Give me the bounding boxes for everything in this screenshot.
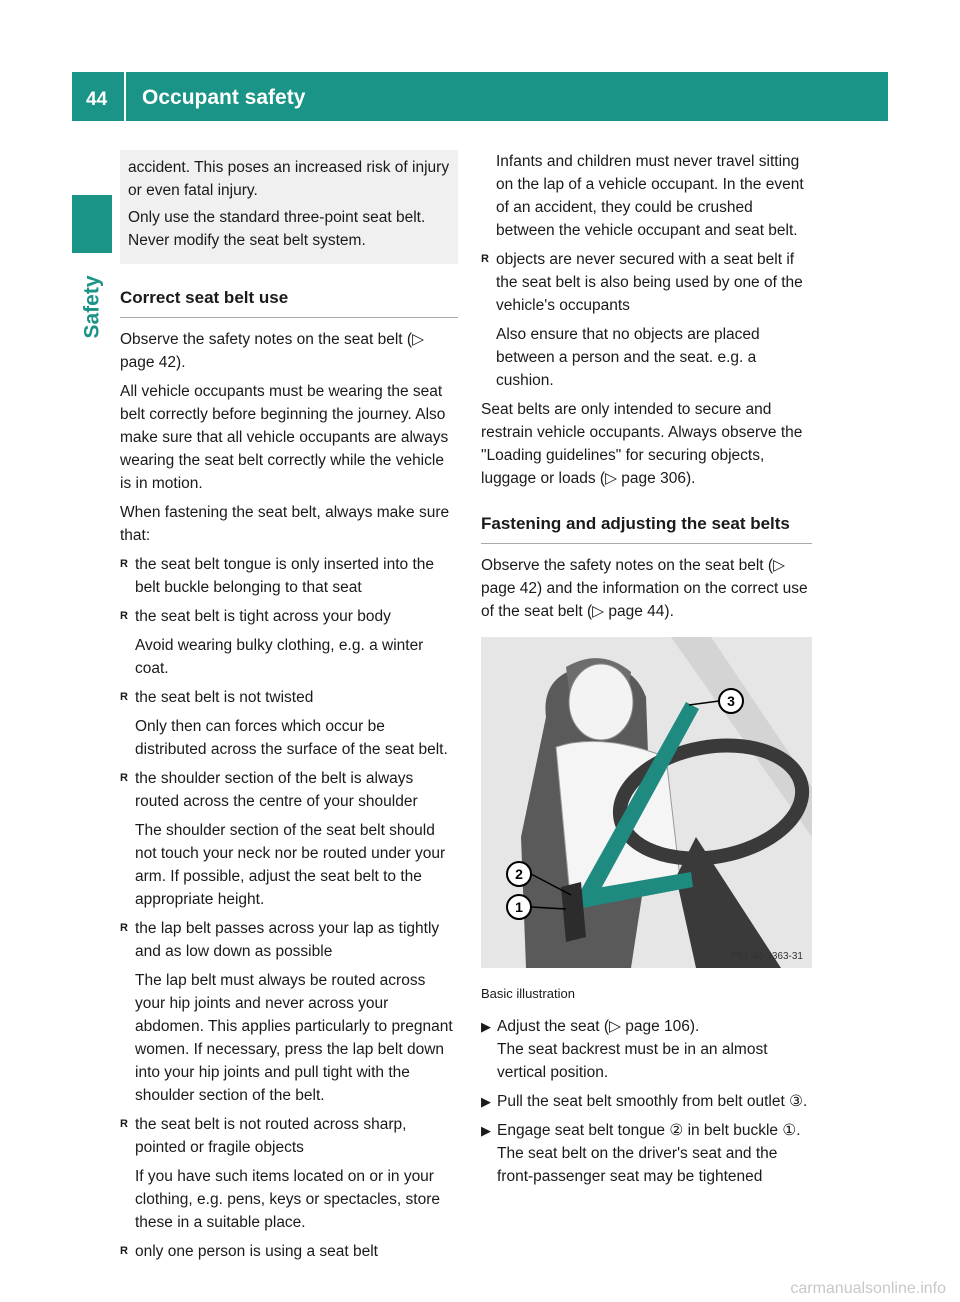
warning-box bbox=[120, 150, 458, 264]
callout-1-label: 1 bbox=[515, 899, 523, 915]
bullet-icon: R bbox=[120, 691, 128, 703]
side-tab bbox=[70, 262, 116, 352]
page-number: 44 bbox=[86, 89, 108, 110]
list-item-note: If you have such items located on or in your clothing, e.g. pens, keys or spectacles, store these in a suitable place. bbox=[135, 1168, 440, 1231]
warning-text: accident. This poses an increased risk of injury or even fatal injury. bbox=[128, 159, 450, 199]
bullet-icon: R bbox=[120, 1245, 128, 1257]
paragraph: Observe the safety notes on the seat belt (▷ page 42). bbox=[120, 331, 425, 371]
seatbelt-illustration-svg bbox=[481, 637, 812, 968]
step-text: Engage seat belt tongue ② in belt buckle ①. bbox=[497, 1122, 801, 1139]
watermark: carmanualsonline.info bbox=[790, 1280, 946, 1297]
list-item-text: the seat belt is not routed across sharp, pointed or fragile objects bbox=[135, 1116, 407, 1156]
figure-code: P91.40-3363-31 bbox=[731, 951, 803, 962]
page-title: Occupant safety bbox=[142, 86, 306, 109]
list-item-text: the seat belt tongue is only inserted into the belt buckle belonging to that seat bbox=[135, 556, 435, 596]
warning-text: Only use the standard three-point seat belt. Never modify the seat belt system. bbox=[128, 209, 426, 249]
paragraph: Infants and children must never travel sitting on the lap of a vehicle occupant. In the event of an accident, they could be crushed between the vehicle occupant and seat belt. bbox=[496, 153, 804, 239]
header-divider bbox=[124, 72, 126, 121]
list-item-text: the seat belt is tight across your body bbox=[135, 608, 391, 625]
left-column bbox=[120, 150, 458, 1269]
list-item-text: the seat belt is not twisted bbox=[135, 689, 314, 706]
list-item-note: The lap belt must always be routed across your hip joints and never across your abdomen. This applies particularly to pregnant women. If necessary, press the lap belt down into your hip joints and pull tight with the shoulder section of the belt. bbox=[135, 972, 453, 1104]
list-item-text: the lap belt passes across your lap as tightly and as low down as possible bbox=[135, 920, 440, 960]
section-heading: Correct seat belt use bbox=[120, 286, 458, 318]
list-item bbox=[120, 686, 458, 761]
bullet-icon: R bbox=[120, 772, 128, 784]
step-text: Pull the seat belt smoothly from belt outlet ③. bbox=[497, 1093, 808, 1110]
list-item-text: only one person is using a seat belt bbox=[135, 1243, 378, 1260]
seatbelt-illustration bbox=[481, 637, 812, 968]
bullet-list bbox=[120, 553, 458, 1263]
figure-caption: Basic illustration bbox=[481, 986, 575, 1001]
step-text: Adjust the seat (▷ page 106). bbox=[497, 1018, 700, 1035]
paragraph: Seat belts are only intended to secure and restrain vehicle occupants. Always observe the "Loading guidelines" for securing objects, luggage or loads (▷ page 306). bbox=[481, 401, 803, 487]
callout-2-label: 2 bbox=[515, 866, 523, 882]
list-item-note: Avoid wearing bulky clothing, e.g. a winter coat. bbox=[135, 637, 424, 677]
list-item-text: the shoulder section of the belt is always routed across the centre of your shoulder bbox=[135, 770, 418, 810]
bullet-icon: R bbox=[120, 922, 128, 934]
list-item bbox=[120, 553, 458, 599]
bullet-icon: R bbox=[481, 253, 489, 265]
bullet-list bbox=[481, 248, 812, 392]
instruction-step bbox=[481, 1119, 812, 1188]
list-item-note: The shoulder section of the seat belt should not touch your neck nor be routed under your arm. If possible, adjust the seat belt to the appropriate height. bbox=[135, 822, 446, 908]
instruction-step bbox=[481, 1015, 812, 1084]
list-item bbox=[120, 917, 458, 1107]
step-note: The seat belt on the driver's seat and the front-passenger seat may be tightened bbox=[497, 1145, 778, 1185]
list-item bbox=[120, 605, 458, 680]
page-header bbox=[72, 72, 888, 121]
side-tab-marker bbox=[72, 195, 112, 253]
list-item bbox=[120, 1113, 458, 1234]
list-item bbox=[120, 1240, 458, 1263]
step-arrow-icon: ▶ bbox=[481, 1019, 491, 1034]
list-item-note: Also ensure that no objects are placed between a person and the seat. e.g. a cushion. bbox=[496, 326, 760, 389]
list-item-text: objects are never secured with a seat belt if the seat belt is also being used by one of the vehicle's occupants bbox=[496, 251, 803, 314]
step-arrow-icon: ▶ bbox=[481, 1123, 491, 1138]
side-tab-label: Safety bbox=[81, 275, 104, 339]
bullet-icon: R bbox=[120, 558, 128, 570]
bullet-icon: R bbox=[120, 610, 128, 622]
paragraph: When fastening the seat belt, always make sure that: bbox=[120, 504, 450, 544]
paragraph: Observe the safety notes on the seat belt (▷ page 42) and the information on the correct use of the seat belt (▷ page 44). bbox=[481, 557, 808, 620]
section-heading: Fastening and adjusting the seat belts bbox=[481, 512, 812, 544]
step-note: The seat backrest must be in an almost vertical position. bbox=[497, 1041, 768, 1081]
list-item bbox=[120, 767, 458, 911]
callout-3-label: 3 bbox=[727, 693, 735, 709]
bullet-icon: R bbox=[120, 1118, 128, 1130]
right-column bbox=[481, 150, 812, 1194]
list-item-note: Only then can forces which occur be distributed across the surface of the seat belt. bbox=[135, 718, 448, 758]
step-arrow-icon: ▶ bbox=[481, 1094, 491, 1109]
paragraph: All vehicle occupants must be wearing the seat belt correctly before beginning the journey. Also make sure that all vehicle occupants are always wearing the seat belt correctly while the vehicle is in motion. bbox=[120, 383, 449, 492]
list-item bbox=[481, 248, 812, 392]
instruction-step bbox=[481, 1090, 812, 1113]
head bbox=[569, 664, 633, 740]
